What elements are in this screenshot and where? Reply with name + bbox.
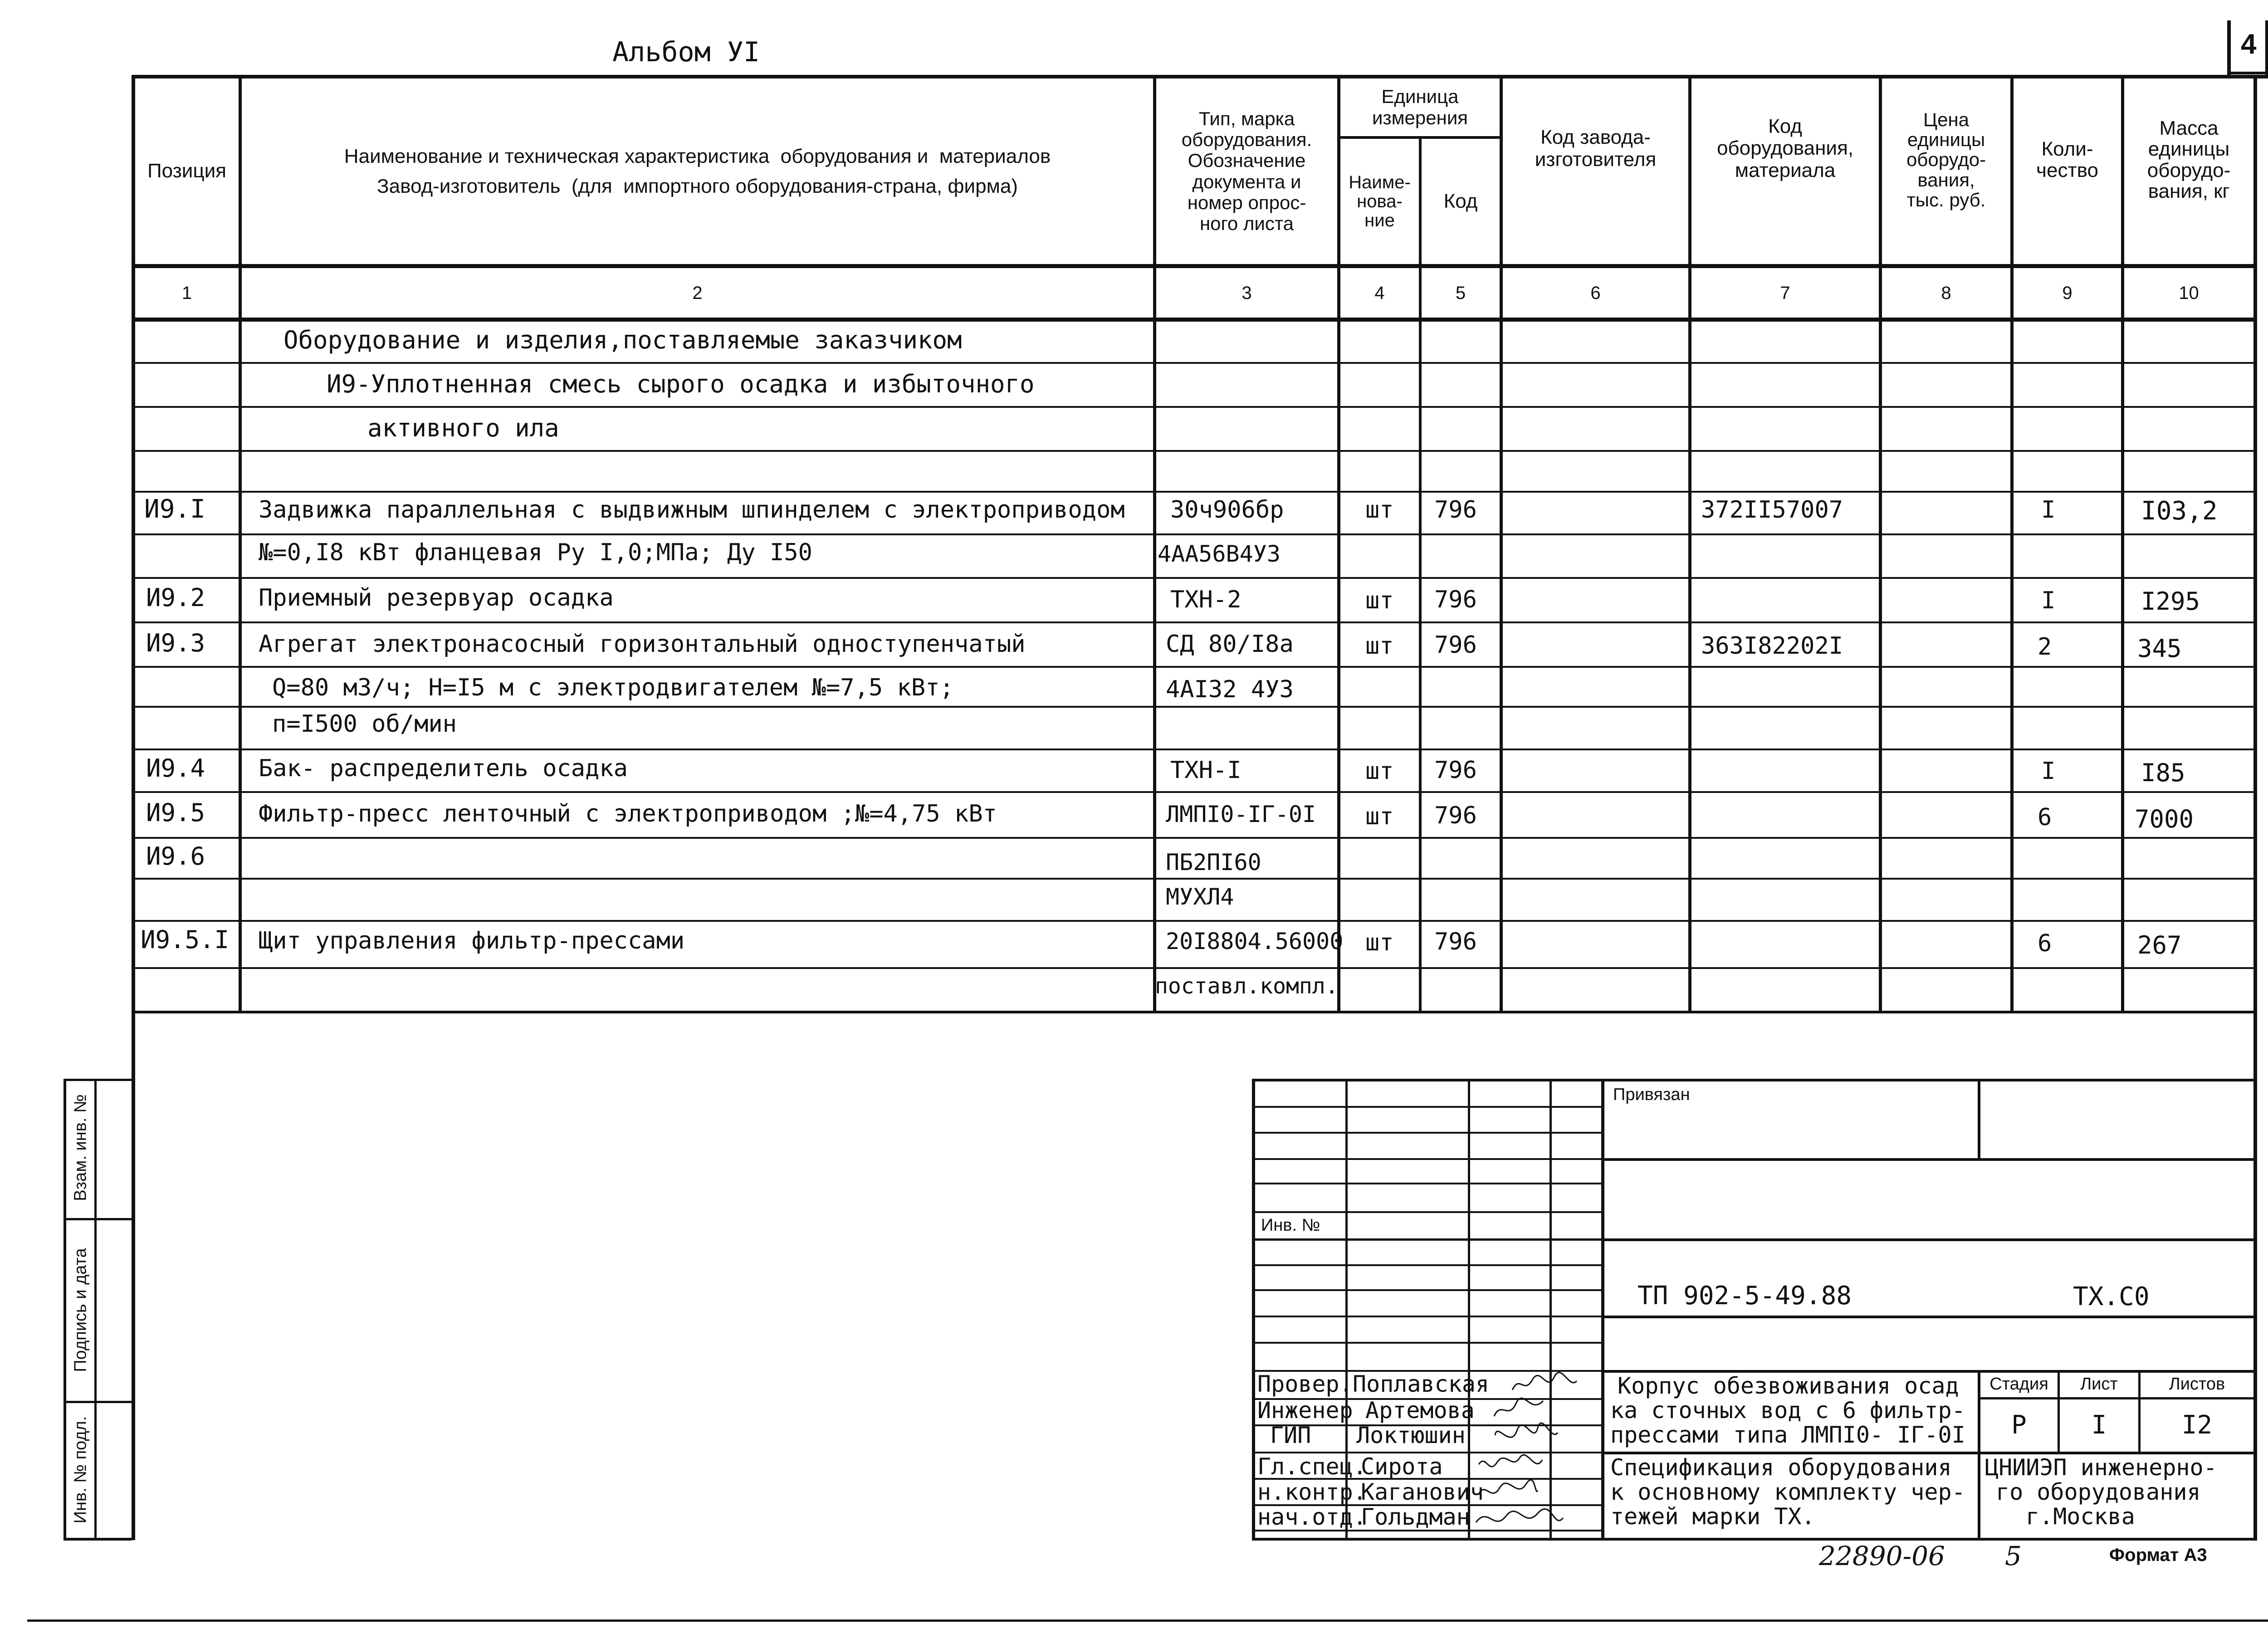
header-factory-code-text: Код завода- изготовителя [1535, 126, 1657, 171]
header-unit-group [1340, 78, 1500, 136]
section-subtitle-cont: активного ила [367, 414, 559, 442]
row-mass: I295 [2141, 587, 2200, 616]
row-pos: И9.3 [146, 629, 205, 657]
row-name: п=I500 об/мин [272, 710, 457, 738]
header-factory-code [1503, 78, 1688, 264]
row-pos: И9.2 [146, 583, 205, 612]
header-qty-text: Коли- чество [2036, 138, 2098, 181]
header-mass-text: Масса единицы оборудо- вания, кг [2147, 117, 2231, 202]
row-pos: И9.6 [146, 842, 205, 871]
album-label: Альбом УI [612, 36, 760, 68]
row-name: Фильтр-пресс ленточный с электроприводом ;№=4,75 кВт [259, 800, 997, 827]
row-mass: 345 [2137, 634, 2182, 663]
header-unit-name-text: Наиме- нова- ние [1349, 172, 1411, 230]
role-engineer-name: Артемова [1365, 1397, 1475, 1424]
header-mass [2124, 78, 2253, 264]
role-engineer: Инженер [1257, 1397, 1353, 1424]
sheet-label: Лист [2080, 1375, 2118, 1394]
header-unit-code: Код [1443, 190, 1478, 212]
signature-dept-head [1474, 1504, 1565, 1536]
colnum-9: 9 [2062, 283, 2072, 303]
role-checker: Провер. [1257, 1371, 1353, 1397]
header-name-text: Наименование и техническая характеристика оборудования и материалов Завод-изготовитель (для импортного оборудования-страна, фирма) [344, 145, 1051, 197]
signature-checker [1510, 1372, 1579, 1399]
section-subtitle: И9-Уплотненная смесь сырого осадка и избыточного [327, 370, 1035, 398]
header-type-text: Тип, марка оборудования. Обозначение документа и номер опрос- ного листа [1181, 108, 1312, 234]
privyazan-label: Привязан [1613, 1085, 1690, 1104]
doc-title-line-1: Спецификация оборудования [1610, 1454, 1952, 1481]
row-type: 4АА56В4У3 [1158, 541, 1281, 567]
row-type: поставл.компл. [1155, 974, 1339, 999]
colnum-7: 7 [1780, 283, 1790, 303]
sheets-label: Листов [2169, 1375, 2225, 1394]
row-qty: I [2041, 758, 2056, 785]
handwritten-sheet-number: 5 [2005, 1541, 2022, 1571]
row-name: №=0,I8 кВт фланцевая Ру I,0;МПа; Ду I50 [259, 539, 812, 566]
side-stamp-vzam: Взам. инв. № [71, 1094, 90, 1201]
sheets-value: I2 [2181, 1410, 2213, 1440]
row-qty: I [2041, 496, 2056, 523]
row-unit: шт [1365, 587, 1394, 614]
row-qty: I [2041, 587, 2056, 614]
row-unit: шт [1365, 496, 1394, 523]
colnum-2: 2 [692, 283, 703, 303]
header-unit-name [1340, 139, 1419, 264]
row-mass: 7000 [2135, 805, 2194, 833]
side-stamp-inv: Инв. № подл. [71, 1416, 90, 1524]
row-pos: И9.I [144, 494, 205, 524]
row-pos: И9.5 [146, 798, 205, 827]
row-name: Q=80 м3/ч; Н=I5 м с электродвигателем №=7,5 кВт; [272, 674, 954, 701]
object-title-line-1: Корпус обезвоживания осад [1618, 1373, 1959, 1399]
section-title: Оборудование и изделия,поставляемые заказчиком [284, 326, 962, 354]
handwritten-archive-code: 22890-06 [1819, 1541, 1945, 1571]
signature-norm-control [1476, 1478, 1540, 1505]
doc-mark: ТХ.С0 [2073, 1282, 2150, 1311]
role-dept-head-name: Гольдман [1361, 1504, 1470, 1530]
row-type: 30ч906бр [1170, 496, 1284, 523]
row-type: ЛМПI0-IГ-0I [1166, 801, 1316, 827]
page-number: 4 [2241, 29, 2257, 60]
row-code: 796 [1434, 586, 1477, 613]
role-norm-control-name: Каганович [1361, 1479, 1484, 1505]
doc-title-line-3: тежей марки ТХ. [1610, 1503, 1815, 1530]
role-gip-name: Локтюшин [1356, 1422, 1466, 1448]
row-qty: 6 [2038, 804, 2052, 831]
header-unit-group-text: Единица измерения [1372, 86, 1468, 128]
row-type: СД 80/I8а [1166, 631, 1294, 658]
object-title-line-2: ка сточных вод с 6 фильтр- [1610, 1397, 1965, 1424]
signature-chief-spec [1476, 1452, 1544, 1479]
header-equip-code-text: Код оборудования, материала [1716, 115, 1854, 181]
row-code: 796 [1434, 802, 1477, 829]
colnum-5: 5 [1455, 283, 1466, 303]
row-pos: И9.4 [146, 754, 205, 783]
row-qty: 6 [2038, 930, 2052, 957]
row-equip-code: 372II57007 [1701, 496, 1843, 523]
row-equip-code: 363I82202I [1701, 632, 1843, 660]
colnum-4: 4 [1374, 283, 1385, 303]
row-code: 796 [1434, 496, 1477, 523]
row-unit: шт [1365, 632, 1394, 660]
role-norm-control: н.контр. [1257, 1479, 1367, 1505]
row-code: 796 [1434, 757, 1477, 784]
role-chief-spec-name: Сирота [1361, 1453, 1443, 1480]
object-title-line-3: прессами типа ЛМПI0- IГ-0I [1610, 1422, 1965, 1448]
row-mass: 267 [2137, 931, 2182, 959]
colnum-1: 1 [181, 283, 192, 303]
row-name: Щит управления фильтр-прессами [259, 927, 685, 954]
colnum-6: 6 [1590, 283, 1601, 303]
row-type: 20I8804.56000 [1166, 928, 1344, 954]
row-unit: шт [1365, 758, 1394, 785]
header-price-text: Цена единицы оборудо- вания, тыс. руб. [1906, 109, 1986, 210]
role-chief-spec: Гл.спец. [1257, 1453, 1367, 1480]
colnum-3: 3 [1242, 283, 1252, 303]
signature-gip [1492, 1422, 1560, 1449]
row-qty: 2 [2038, 633, 2052, 660]
colnum-8: 8 [1941, 283, 1951, 303]
stage-label: Стадия [1989, 1375, 2048, 1394]
header-price [1882, 78, 2010, 264]
org-line-2: го оборудования [1996, 1479, 2201, 1505]
row-unit: шт [1365, 929, 1394, 956]
doc-code: ТП 902-5-49.88 [1637, 1281, 1852, 1311]
role-checker-name: Поплавская [1353, 1371, 1490, 1397]
row-type: 4АI32 4У3 [1166, 676, 1294, 703]
sheet-value: I [2091, 1410, 2107, 1440]
format-label: Формат А3 [2109, 1545, 2207, 1565]
row-type: МУХЛ4 [1166, 884, 1234, 910]
side-stamp-podpis: Подпись и дата [71, 1248, 90, 1372]
colnum-10: 10 [2179, 283, 2199, 303]
doc-title-line-2: к основному комплекту чер- [1610, 1479, 1965, 1505]
header-name [242, 78, 1153, 264]
row-type: ПБ2ПI60 [1166, 849, 1261, 876]
row-type: ТХН-2 [1170, 586, 1242, 613]
row-type: ТХН-I [1170, 757, 1242, 784]
header-type [1156, 78, 1337, 264]
row-name: Бак- распределитель осадка [259, 755, 628, 782]
row-mass: I03,2 [2141, 496, 2218, 526]
row-name: Приемный резервуар осадка [259, 584, 614, 612]
role-gip: ГИП [1270, 1422, 1311, 1448]
row-name: Агрегат электронасосный горизонтальный одноступенчатый [259, 631, 1026, 658]
row-mass: I85 [2141, 758, 2185, 787]
org-line-3: г.Москва [2026, 1503, 2135, 1530]
row-pos: И9.5.I [141, 925, 230, 954]
org-line-1: ЦНИИЭП инженерно- [1985, 1454, 2217, 1481]
row-name: Задвижка параллельная с выдвижным шпинделем с электроприводом [259, 496, 1125, 523]
stage-value: Р [2011, 1410, 2027, 1440]
row-code: 796 [1434, 928, 1477, 955]
header-equip-code [1691, 78, 1879, 264]
header-pos: Позиция [147, 160, 226, 182]
inv-no-label: Инв. № [1261, 1216, 1320, 1235]
row-code: 796 [1434, 631, 1477, 659]
row-unit: шт [1365, 803, 1394, 830]
signature-engineer [1492, 1396, 1547, 1424]
header-qty [2014, 78, 2121, 264]
role-dept-head: нач.отд. [1257, 1504, 1367, 1530]
